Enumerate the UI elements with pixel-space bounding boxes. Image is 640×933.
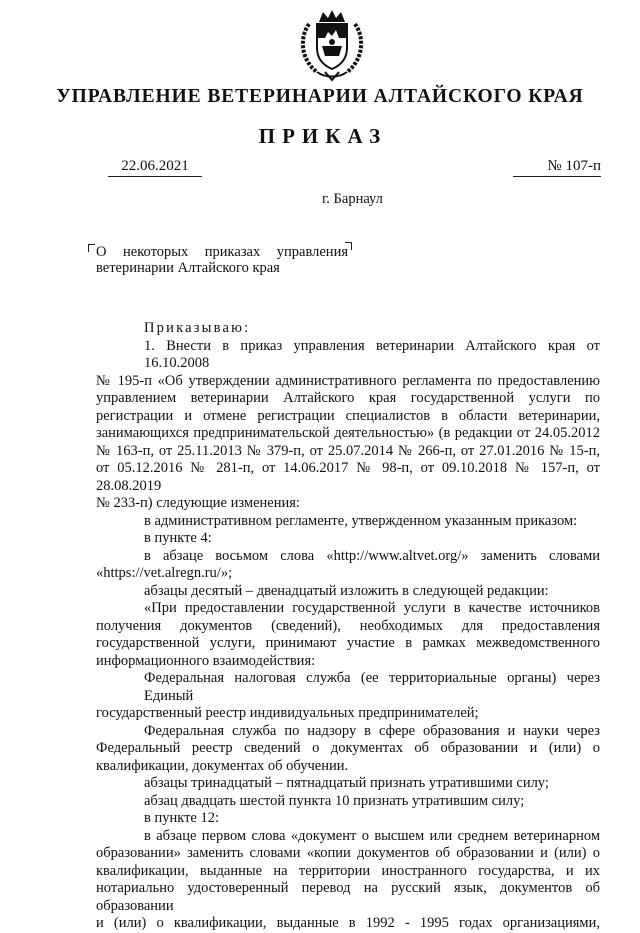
document-date: 22.06.2021	[108, 158, 202, 177]
body-line: в абзаце первом слова «документ о высшем или среднем ветеринарном	[144, 827, 600, 844]
subject-line-2: ветеринарии Алтайского края	[96, 260, 280, 276]
body-line: и (или) о квалификации, выданные в 1992 - 1995 годах организациями,	[96, 915, 600, 931]
organization-title: УПРАВЛЕНИЕ ВЕТЕРИНАРИИ АЛТАЙСКОГО КРАЯ	[56, 86, 584, 107]
body-line: в пункте 12:	[144, 810, 220, 826]
body-line: абзацы тринадцатый – пятнадцатый признать утратившими силу;	[144, 775, 549, 791]
body-line: абзацы десятый – двенадцатый изложить в следующей редакции:	[144, 582, 549, 599]
subject-line-1: О некоторых приказах управления	[96, 244, 348, 260]
body-line: от 05.12.2016 № 281-п, от 14.06.2017 № 98-п, от 09.10.2018 № 157-п, от 28.08.2019	[96, 460, 600, 494]
body-line: № 163-п, от 25.11.2013 № 379-п, от 25.07.2014 № 266-п, от 27.01.2016 № 15-п,	[96, 442, 600, 459]
document-city: г. Барнаул	[322, 191, 383, 207]
body-line: государственной услуги, принимают участие в рамках межведомственного	[96, 635, 600, 651]
body-line: Приказываю:	[144, 320, 251, 336]
body-line: занимающихся предпринимательской деятельностью» (в редакции от 24.05.2012	[96, 425, 600, 441]
body-line: квалификации, выданные на территории иностранного государства, и их	[96, 862, 600, 879]
body-line: управлением ветеринарии Алтайского края государственной услуги по	[96, 390, 600, 406]
body-line: абзац двадцать шестой пункта 10 признать утратившим силу;	[144, 792, 525, 809]
coat-of-arms-emblem	[295, 8, 369, 84]
body-line: государственный реестр индивидуальных предпринимателей;	[96, 705, 479, 721]
body-line: в административном регламенте, утвержденном указанным приказом:	[144, 512, 578, 529]
body-line: в пункте 4:	[144, 530, 212, 546]
document-number: № 107-п	[513, 158, 601, 177]
body-line: нотариально удостоверенный перевод на русский язык, документов об образовании	[96, 880, 600, 914]
body-line: получения документов (сведений), необходимых для предоставления	[96, 617, 600, 634]
document-subject	[96, 244, 348, 276]
body-line: «При предоставлении государственной услуги в качестве источников	[144, 600, 600, 616]
body-line: информационного взаимодействия:	[96, 652, 316, 669]
document-type-title: ПРИКАЗ	[258, 124, 388, 148]
body-line: Федеральная налоговая служба (ее территориальные органы) через Единый	[144, 670, 600, 704]
body-line: № 195-п «Об утверждении административного регламента по предоставлению	[96, 372, 600, 389]
body-line: № 233-п) следующие изменения:	[96, 495, 300, 511]
body-line: квалификации, документах об обучении.	[96, 757, 349, 774]
body-line: 1. Внести в приказ управления ветеринарии Алтайского края от 16.10.2008	[144, 337, 600, 371]
body-line: регистрации и отмене регистрации специалистов в области ветеринарии,	[96, 407, 600, 424]
body-line: «https://vet.alregn.ru/»;	[96, 565, 233, 581]
body-line: Федеральный реестр сведений о документах об образовании и (или) о	[96, 740, 600, 756]
body-line: Федеральная служба по надзору в сфере образования и науки через	[144, 722, 600, 739]
document-body	[96, 320, 600, 933]
body-line: в абзаце восьмом слова «http://www.altvet.org/» заменить словами	[144, 547, 600, 564]
body-line: образовании» заменить словами «копии документов об образовании и (или) о	[96, 845, 600, 861]
subject-bracket-left	[88, 244, 95, 252]
